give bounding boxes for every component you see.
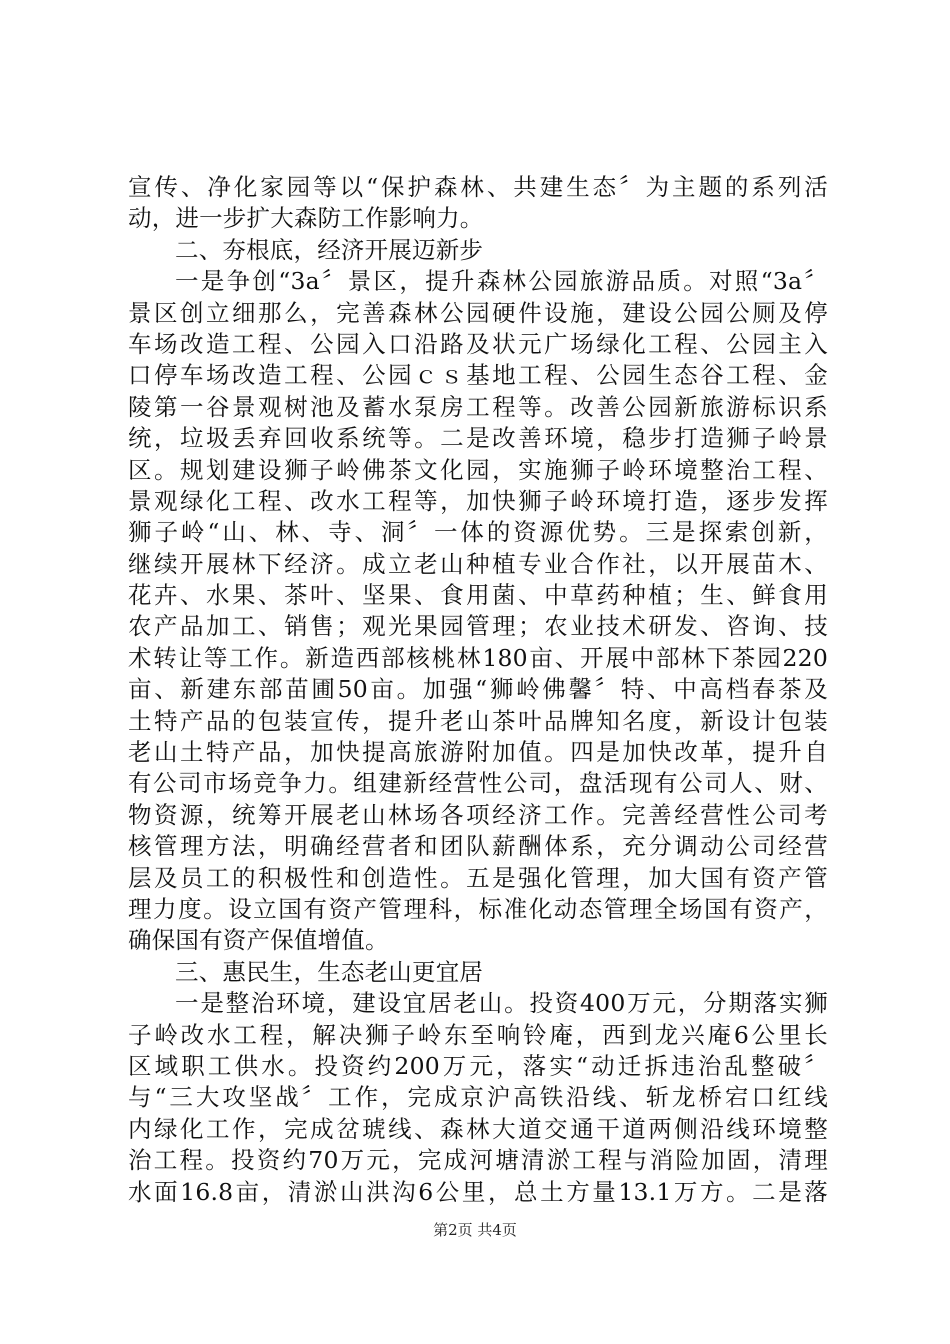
text-line: 花卉、水果、茶叶、坚果、食用菌、中草药种植；生、鲜食用 (128, 581, 828, 610)
text-line: 水面16.8亩，清淤山洪沟6公里，总土方量13.1万方。二是落 (128, 1177, 828, 1206)
text-line: 一是争创“3a〞景区，提升森林公园旅游品质。对照“3a〞 (175, 267, 828, 296)
text-line: 与“三大攻坚战〞工作，完成京沪高铁沿线、斩龙桥宕口红线 (128, 1083, 828, 1112)
text-line: 景观绿化工程、改水工程等，加快狮子岭环境打造，逐步发挥 (128, 486, 828, 515)
text-line: 核管理方法，明确经营者和团队薪酬体系，充分调动公司经营 (128, 832, 828, 861)
text-line: 车场改造工程、公园入口沿路及状元广场绿化工程、公园主入 (128, 329, 828, 358)
text-line: 土特产品的包装宣传，提升老山茶叶品牌知名度，新设计包装 (128, 706, 828, 735)
text-line: 景区创立细那么，完善森林公园硬件设施，建设公园公厕及停 (128, 298, 828, 327)
text-line: 亩、新建东部苗圃50亩。加强“狮岭佛馨〞特、中高档春茶及 (128, 675, 828, 704)
text-line: 一是整治环境，建设宜居老山。投资400万元，分期落实狮 (175, 989, 828, 1018)
text-line: 陵第一谷景观树池及蓄水泵房工程等。改善公园新旅游标识系 (128, 392, 828, 421)
text-line: 继续开展林下经济。成立老山种植专业合作社，以开展苗木、 (128, 549, 828, 578)
text-line: 治工程。投资约70万元，完成河塘清淤工程与消险加固，清理 (128, 1146, 828, 1175)
text-line: 理力度。设立国有资产管理科，标准化动态管理全场国有资产， (128, 894, 828, 923)
page-number-footer: 第2页 共4页 (433, 1221, 517, 1239)
text-line: 子岭改水工程，解决狮子岭东至响铃庵，西到龙兴庵6公里长 (128, 1020, 828, 1049)
text-line: 层及员工的积极性和创造性。五是强化管理，加大国有资产管 (128, 863, 828, 892)
text-line: 口停车场改造工程、公园ｃｓ基地工程、公园生态谷工程、金 (128, 361, 828, 390)
text-line: 区。规划建设狮子岭佛茶文化园，实施狮子岭环境整治工程、 (128, 455, 828, 484)
text-line: 农产品加工、销售；观光果园管理；农业技术研发、咨询、技 (128, 612, 828, 641)
document-body (128, 172, 828, 1208)
text-line: 术转让等工作。新造西部核桃林180亩、开展中部林下茶园220 (128, 643, 828, 672)
section-heading: 三、惠民生，生态老山更宜居 (175, 957, 484, 986)
text-line: 宣传、净化家园等以“保护森林、共建生态〞为主题的系列活 (128, 173, 828, 201)
text-line: 统，垃圾丢弃回收系统等。二是改善环境，稳步打造狮子岭景 (128, 424, 828, 453)
text-line: 区域职工供水。投资约200万元，落实“动迁拆违治乱整破〞 (128, 1051, 828, 1080)
text-line: 内绿化工作，完成岔琥线、森林大道交通干道两侧沿线环境整 (128, 1114, 828, 1143)
text-line: 狮子岭“山、林、寺、洞〞一体的资源优势。三是探索创新， (128, 518, 828, 547)
section-heading: 二、夯根底，经济开展迈新步 (175, 235, 484, 264)
text-line: 动，进一步扩大森防工作影响力。 (128, 204, 484, 233)
text-line: 确保国有资产保值增值。 (128, 926, 389, 955)
text-line: 有公司市场竞争力。组建新经营性公司，盘活现有公司人、财、 (128, 769, 828, 798)
text-line: 老山土特产品，加快提高旅游附加值。四是加快改革，提升自 (128, 738, 828, 767)
text-line: 物资源，统筹开展老山林场各项经济工作。完善经营性公司考 (128, 800, 828, 829)
